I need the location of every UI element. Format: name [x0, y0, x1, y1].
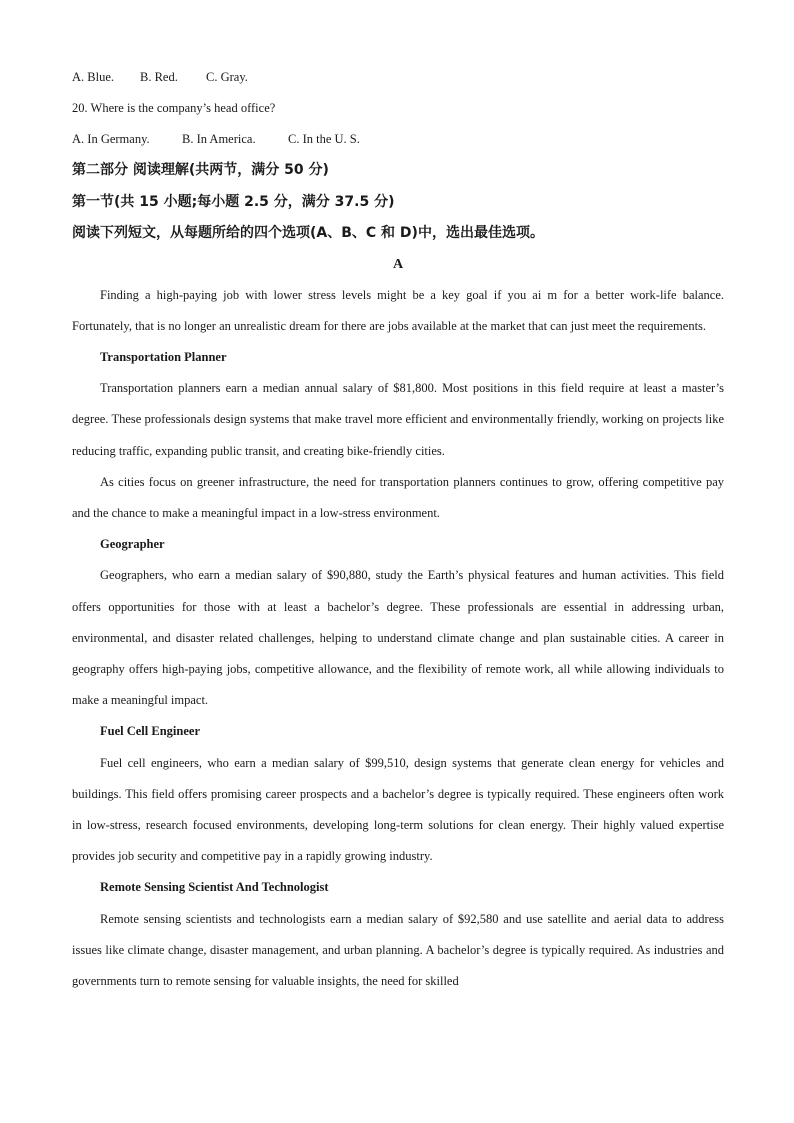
job-title-remote-sensing: Remote Sensing Scientist And Technologist	[100, 880, 329, 895]
intro-paragraph: Finding a high-paying job with lower stress levels might be a key goal if you ai m for a better work-life balance. Fortunately, that is no longer an unrealistic dream for there are jobs available at the market that can just meet the requirements.	[72, 287, 724, 333]
transportation-paragraph-1: Transportation planners earn a median annual salary of $81,800. Most positions in this field require at least a master’s degree. These professionals design systems that make travel more efficient and environmentally friendly, working on projects like reducing traffic, expanding public transit, and creating bike-friendly cities.	[72, 381, 724, 458]
job-title-fuel-cell-engineer: Fuel Cell Engineer	[100, 724, 200, 739]
passage-label: A	[392, 256, 404, 272]
q19-option-b: B. Red.	[140, 70, 178, 84]
q20-option-a: A. In Germany.	[72, 132, 150, 146]
remote-sensing-paragraph: Remote sensing scientists and technologists earn a median salary of $92,580 and use satellite and aerial data to address issues like climate change, disaster management, and urban planning. A bachelor’s degree is typically required. As industries and governments turn to remote sensing for valuable insights, the need for skilled	[72, 911, 724, 988]
job-title-transportation-planner: Transportation Planner	[100, 349, 227, 364]
q20-options	[72, 124, 724, 155]
section-1-heading: 第一节(共 15 小题;每小题 2.5 分，满分 37.5 分)	[72, 193, 395, 210]
fuel-cell-paragraph: Fuel cell engineers, who earn a median salary of $99,510, design systems that generate clean energy for vehicles and buildings. This field offers promising career prospects and a bachelor’s degree is typically required. These engineers often work in low-stress, research focused environments, developing long-term solutions for clean energy. Their highly valued expertise provides job security and competitive pay in a rapidly growing industry.	[72, 755, 724, 864]
exam-page	[72, 62, 724, 997]
geographer-paragraph: Geographers, who earn a median salary of $90,880, study the Earth’s physical features and human activities. This field offers opportunities for those with at least a bachelor’s degree. These professionals are essential in addressing urban, environmental, and disaster related challenges, helping to understand climate change and plan sustainable cities. A career in geography offers high-paying jobs, competitive allowance, and the flexibility of remote work, all while allowing individuals to make a meaningful impact.	[72, 568, 724, 708]
q20-option-c: C. In the U. S.	[288, 132, 360, 146]
q20-option-b: B. In America.	[182, 132, 256, 146]
job-title-geographer: Geographer	[100, 537, 165, 552]
transportation-paragraph-2: As cities focus on greener infrastructure, the need for transportation planners continues to grow, offering competitive pay and the chance to make a meaningful impact in a low-stress environment.	[72, 474, 724, 520]
q19-options	[72, 62, 724, 93]
instruction-heading: 阅读下列短文，从每题所给的四个选项(A、B、C 和 D)中，选出最佳选项。	[72, 225, 544, 241]
q19-option-c: C. Gray.	[206, 70, 248, 84]
q19-option-a: A. Blue.	[72, 70, 115, 84]
q20-question: 20. Where is the company’s head office?	[72, 101, 276, 115]
section-part2-heading: 第二部分 阅读理解(共两节，满分 50 分)	[72, 162, 329, 178]
